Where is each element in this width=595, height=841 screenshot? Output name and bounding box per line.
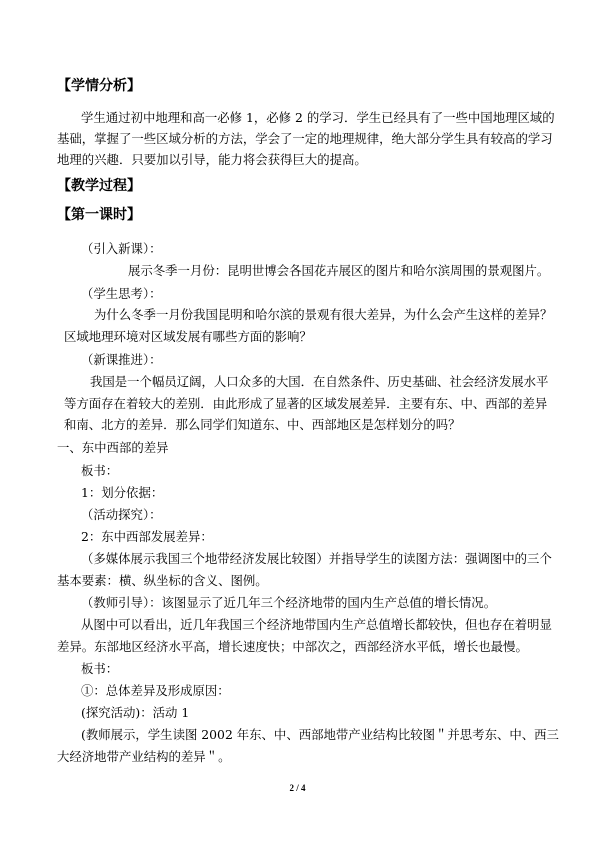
paragraph-line: 基本要素：横、纵坐标的含义、图例。 — [57, 573, 268, 588]
heading-teaching-process: 【教学过程】 — [57, 178, 141, 194]
paragraph-line: （活动探究）： — [81, 507, 162, 522]
paragraph-line: （教师引导）：该图显示了近几年三个经济地带的国内生产总值的增长情况。 — [81, 595, 497, 610]
paragraph-line: 基础，掌握了一些区域分析的方法，学会了一定的地理规律，绝大部分学生具有较高的学习 — [57, 131, 553, 146]
paragraph-line: （新课推进）： — [81, 352, 162, 367]
paragraph-line: 我国是一个幅员辽阔，人口众多的大国．在自然条件、历史基础、社会经济发展水平 — [90, 374, 549, 389]
paragraph-line: ①：总体差异及形成原因： — [81, 683, 230, 698]
paragraph-line: 和南、北方的差异．那么同学们知道东、中、西部地区是怎样划分的吗？ — [64, 417, 461, 432]
paragraph-line: （引入新课）： — [81, 241, 162, 256]
paragraph-line: （多媒体展示我国三个地带经济发展比较图）并指导学生的读图方法：强调图中的三个 — [81, 551, 552, 566]
paragraph-line: 从图中可以看出，近几年我国三个经济地带国内生产总值增长都较快，但也存在着明显 — [81, 617, 552, 632]
paragraph-line: 大经济地带产业结构的差异＂。 — [57, 749, 231, 764]
paragraph-line: 板书： — [81, 661, 119, 676]
heading-first-lesson: 【第一课时】 — [57, 207, 141, 223]
heading-student-analysis: 【学情分析】 — [57, 78, 141, 94]
page-number: 2 / 4 — [289, 783, 306, 793]
paragraph-line: 为什么冬季一月份我国昆明和哈尔滨的景观有很大差异，为什么会产生这样的差异？ — [94, 307, 553, 322]
paragraph-line: 展示冬季一月份：昆明世博会各国花卉展区的图片和哈尔滨周围的景观图片。 — [128, 263, 550, 278]
paragraph-line: 等方面存在着较大的差别．由此形成了显著的区域发展差异．主要有东、中、西部的差异 — [64, 396, 548, 411]
paragraph-line: 地理的兴趣．只要加以引导，能力将会获得巨大的提高。 — [57, 152, 367, 167]
section-title: 一、东中西部的差异 — [57, 440, 169, 455]
paragraph-line: 学生通过初中地理和高一必修 1，必修 2 的学习．学生已经具有了一些中国地理区域的 — [81, 110, 555, 125]
paragraph-line: (探究活动)：活动 1 — [81, 705, 190, 720]
paragraph-line: 区域地理环境对区域发展有哪些方面的影响？ — [64, 329, 312, 344]
paragraph-line: 2：东中西部发展差异： — [81, 529, 213, 544]
paragraph-line: 板书： — [81, 463, 119, 478]
paragraph-line: 差异。东部地区经济水平高，增长速度快；中部次之，西部经济水平低，增长也最慢。 — [57, 639, 528, 654]
paragraph-line: （学生思考）： — [81, 286, 162, 301]
paragraph-line: 1：划分依据： — [81, 485, 164, 500]
paragraph-line: (教师展示，学生读图 2002 年东、中、西部地带产业结构比较图＂并思考东、中、西三 — [81, 727, 559, 742]
